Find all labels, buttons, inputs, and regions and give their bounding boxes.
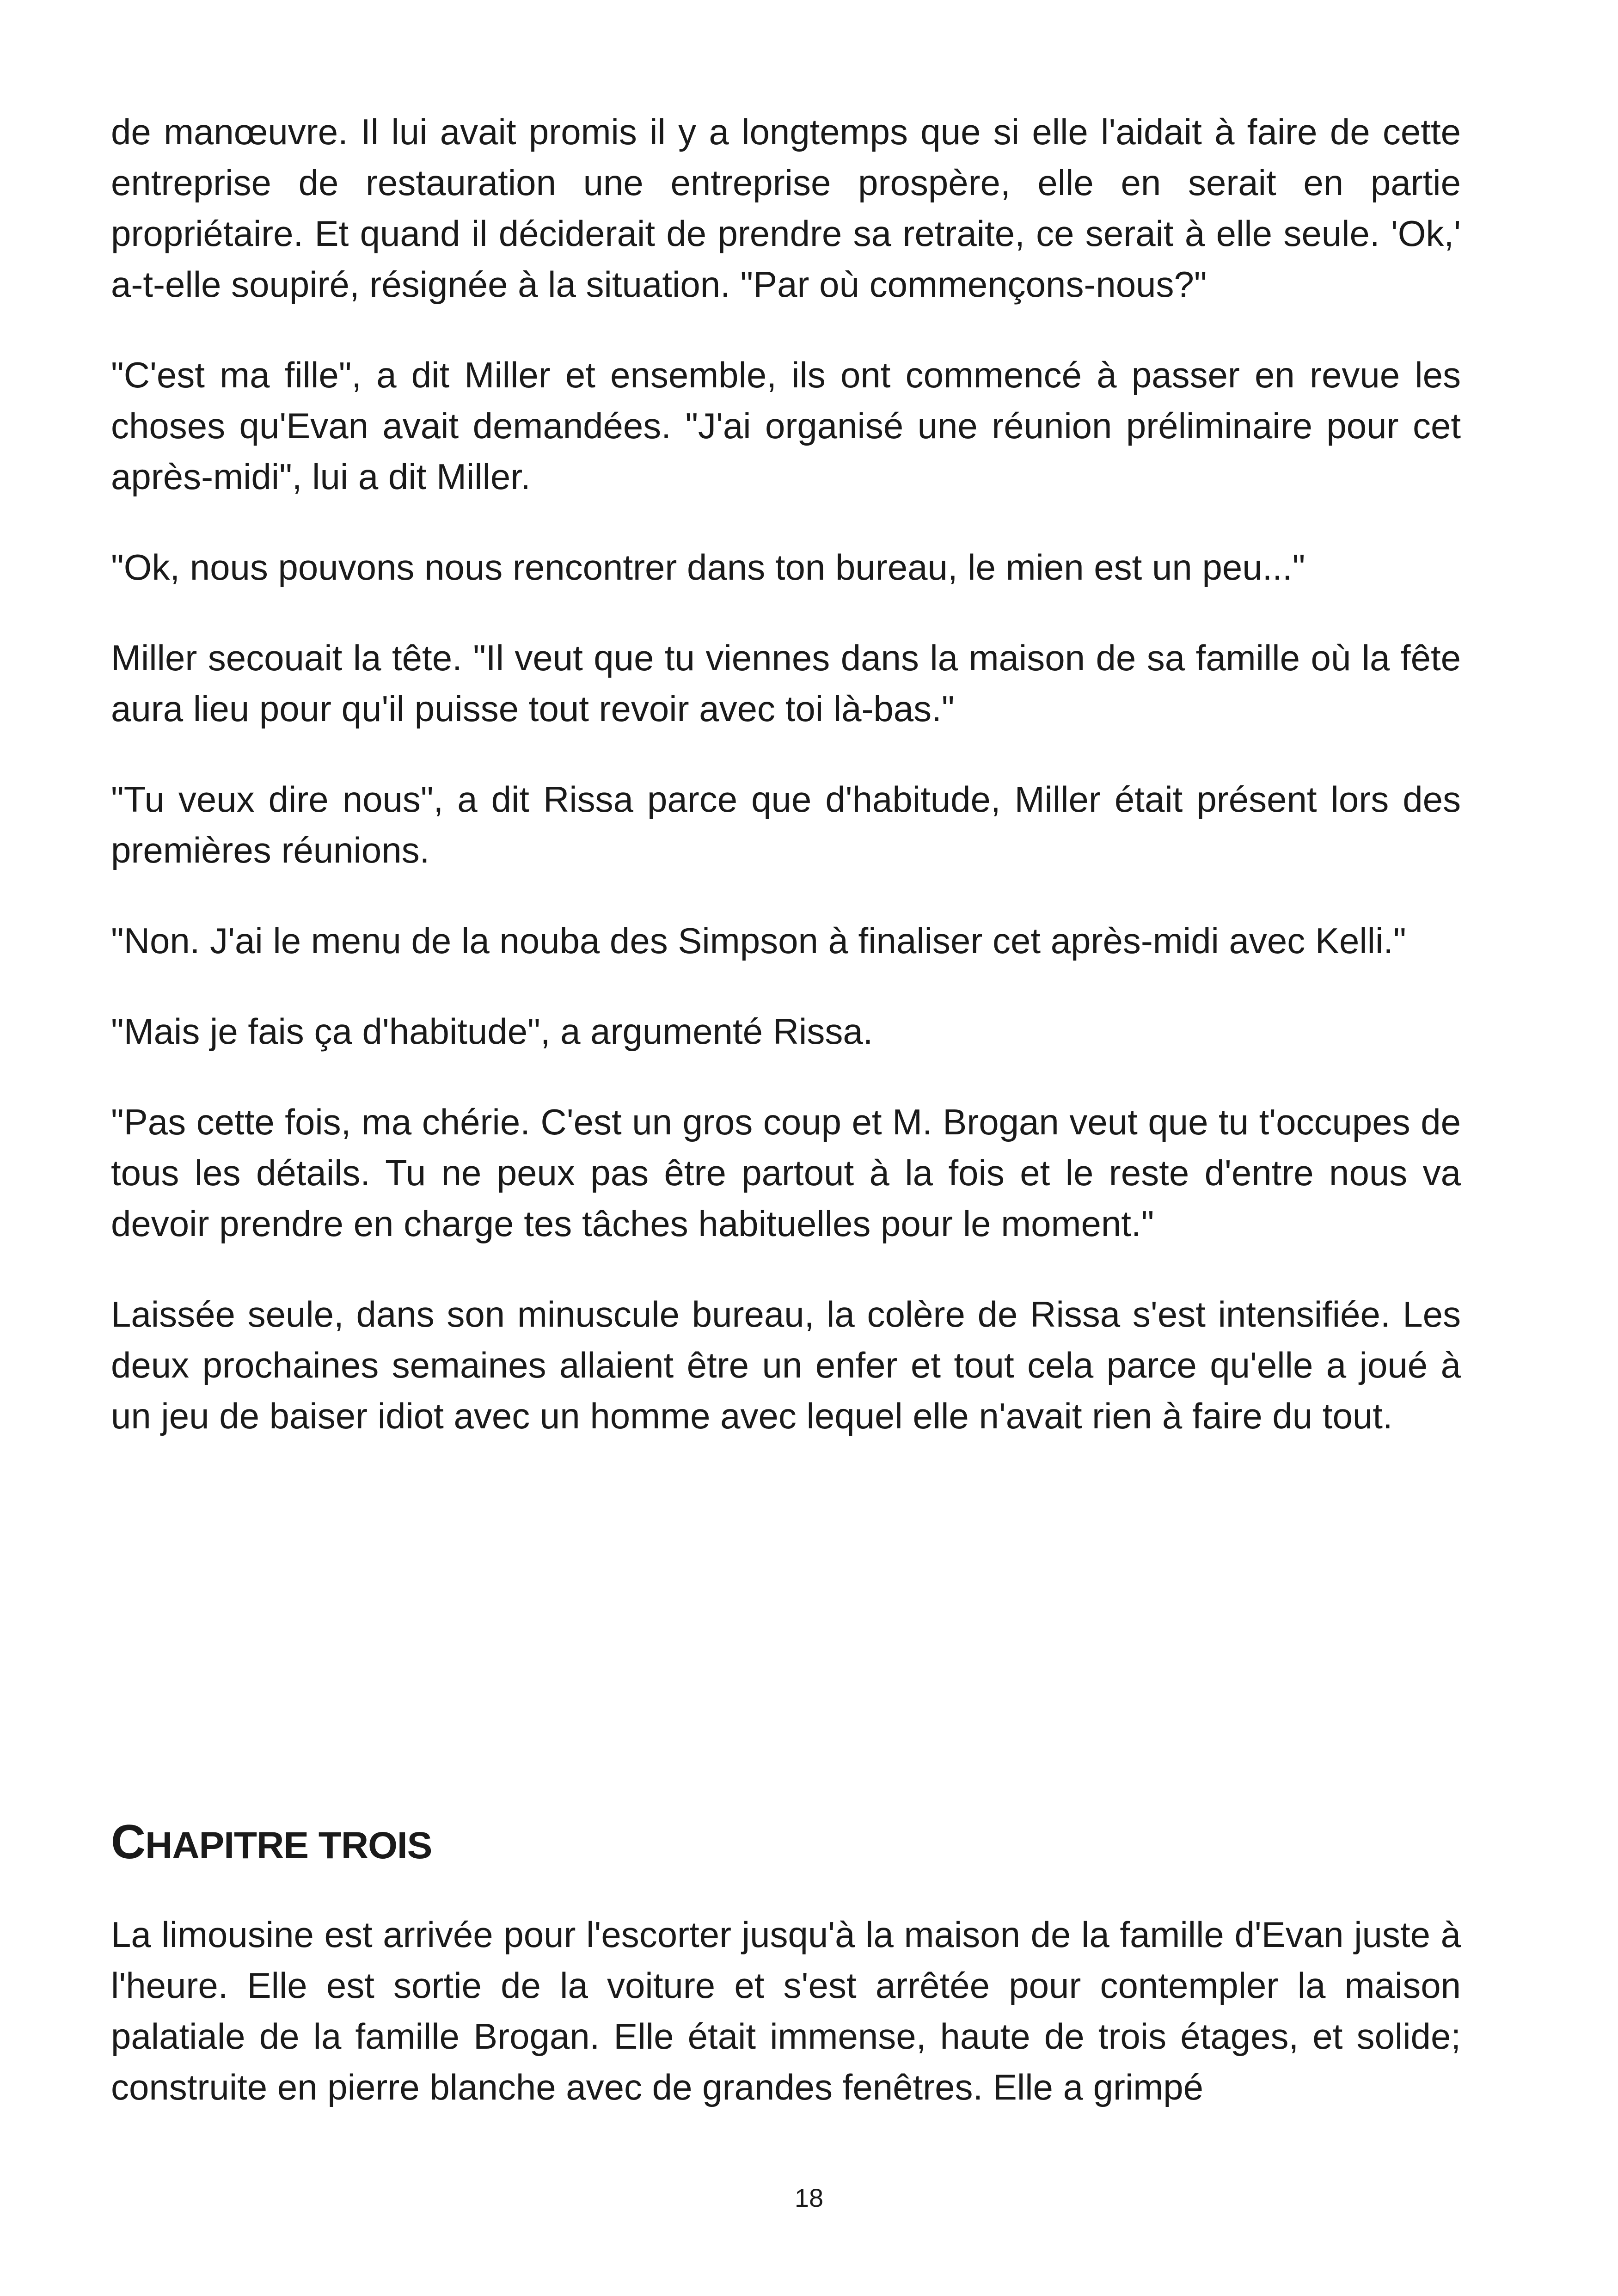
page-number: 18 [794,2183,824,2212]
paragraph: "C'est ma fille", a dit Miller et ensemble, ils ont commencé à passer en revue les choses qu'Evan avait demandées. "J'ai organisé une réunion préliminaire pour cet après-midi", lui a dit Miller. [111,355,1461,497]
paragraph: "Pas cette fois, ma chérie. C'est un gros coup et M. Brogan veut que tu t'occupes de tous les détails. Tu ne peux pas être partout à la fois et le reste d'entre nous va devoir prendre en charge tes tâches habituelles pour le moment." [111,1102,1461,1244]
chapter-body [111,1909,1461,2152]
paragraph: La limousine est arrivée pour l'escorter jusqu'à la maison de la famille d'Evan juste à l'heure. Elle est sortie de la voiture et s'est arrêtée pour contempler la maison palatiale de la famille Brogan. Elle était immense, haute de trois étages, et solide; construite en pierre blanche avec de grandes fenêtres. Elle a grimpé [111,1914,1461,2107]
paragraph: de manœuvre. Il lui avait promis il y a longtemps que si elle l'aidait à faire de cette entreprise de restauration une entreprise prospère, elle en serait en partie propriétaire. Et quand il déciderait de prendre sa retraite, ce serait à elle seule. 'Ok,' a-t-elle soupiré, résignée à la situation. "Par où commençons-nous?" [111,111,1461,305]
paragraph: "Ok, nous pouvons nous rencontrer dans ton bureau, le mien est un peu..." [111,547,1305,588]
chapter-heading [111,1812,432,1876]
paragraph: "Non. J'ai le menu de la nouba des Simpson à finaliser cet après-midi avec Kelli." [111,920,1406,961]
chapter-heading-rest: HAPITRE TROIS [145,1825,432,1867]
paragraph: Laissée seule, dans son minuscule bureau, la colère de Rissa s'est intensifiée. Les deux prochaines semaines allaient être un enfer et tout cela parce qu'elle a joué à un jeu de baiser idiot avec un homme avec lequel elle n'avait rien à faire du tout. [111,1294,1461,1436]
page-body [111,106,1461,1481]
paragraph: Miller secouait la tête. "Il veut que tu viennes dans la maison de sa famille où la fête aura lieu pour qu'il puisse tout revoir avec toi là-bas." [111,637,1461,729]
chapter-heading-initial: C [111,1815,146,1869]
paragraph: "Tu veux dire nous", a dit Rissa parce que d'habitude, Miller était présent lors des premières réunions. [111,779,1461,870]
paragraph: "Mais je fais ça d'habitude", a argumenté Rissa. [111,1011,873,1052]
